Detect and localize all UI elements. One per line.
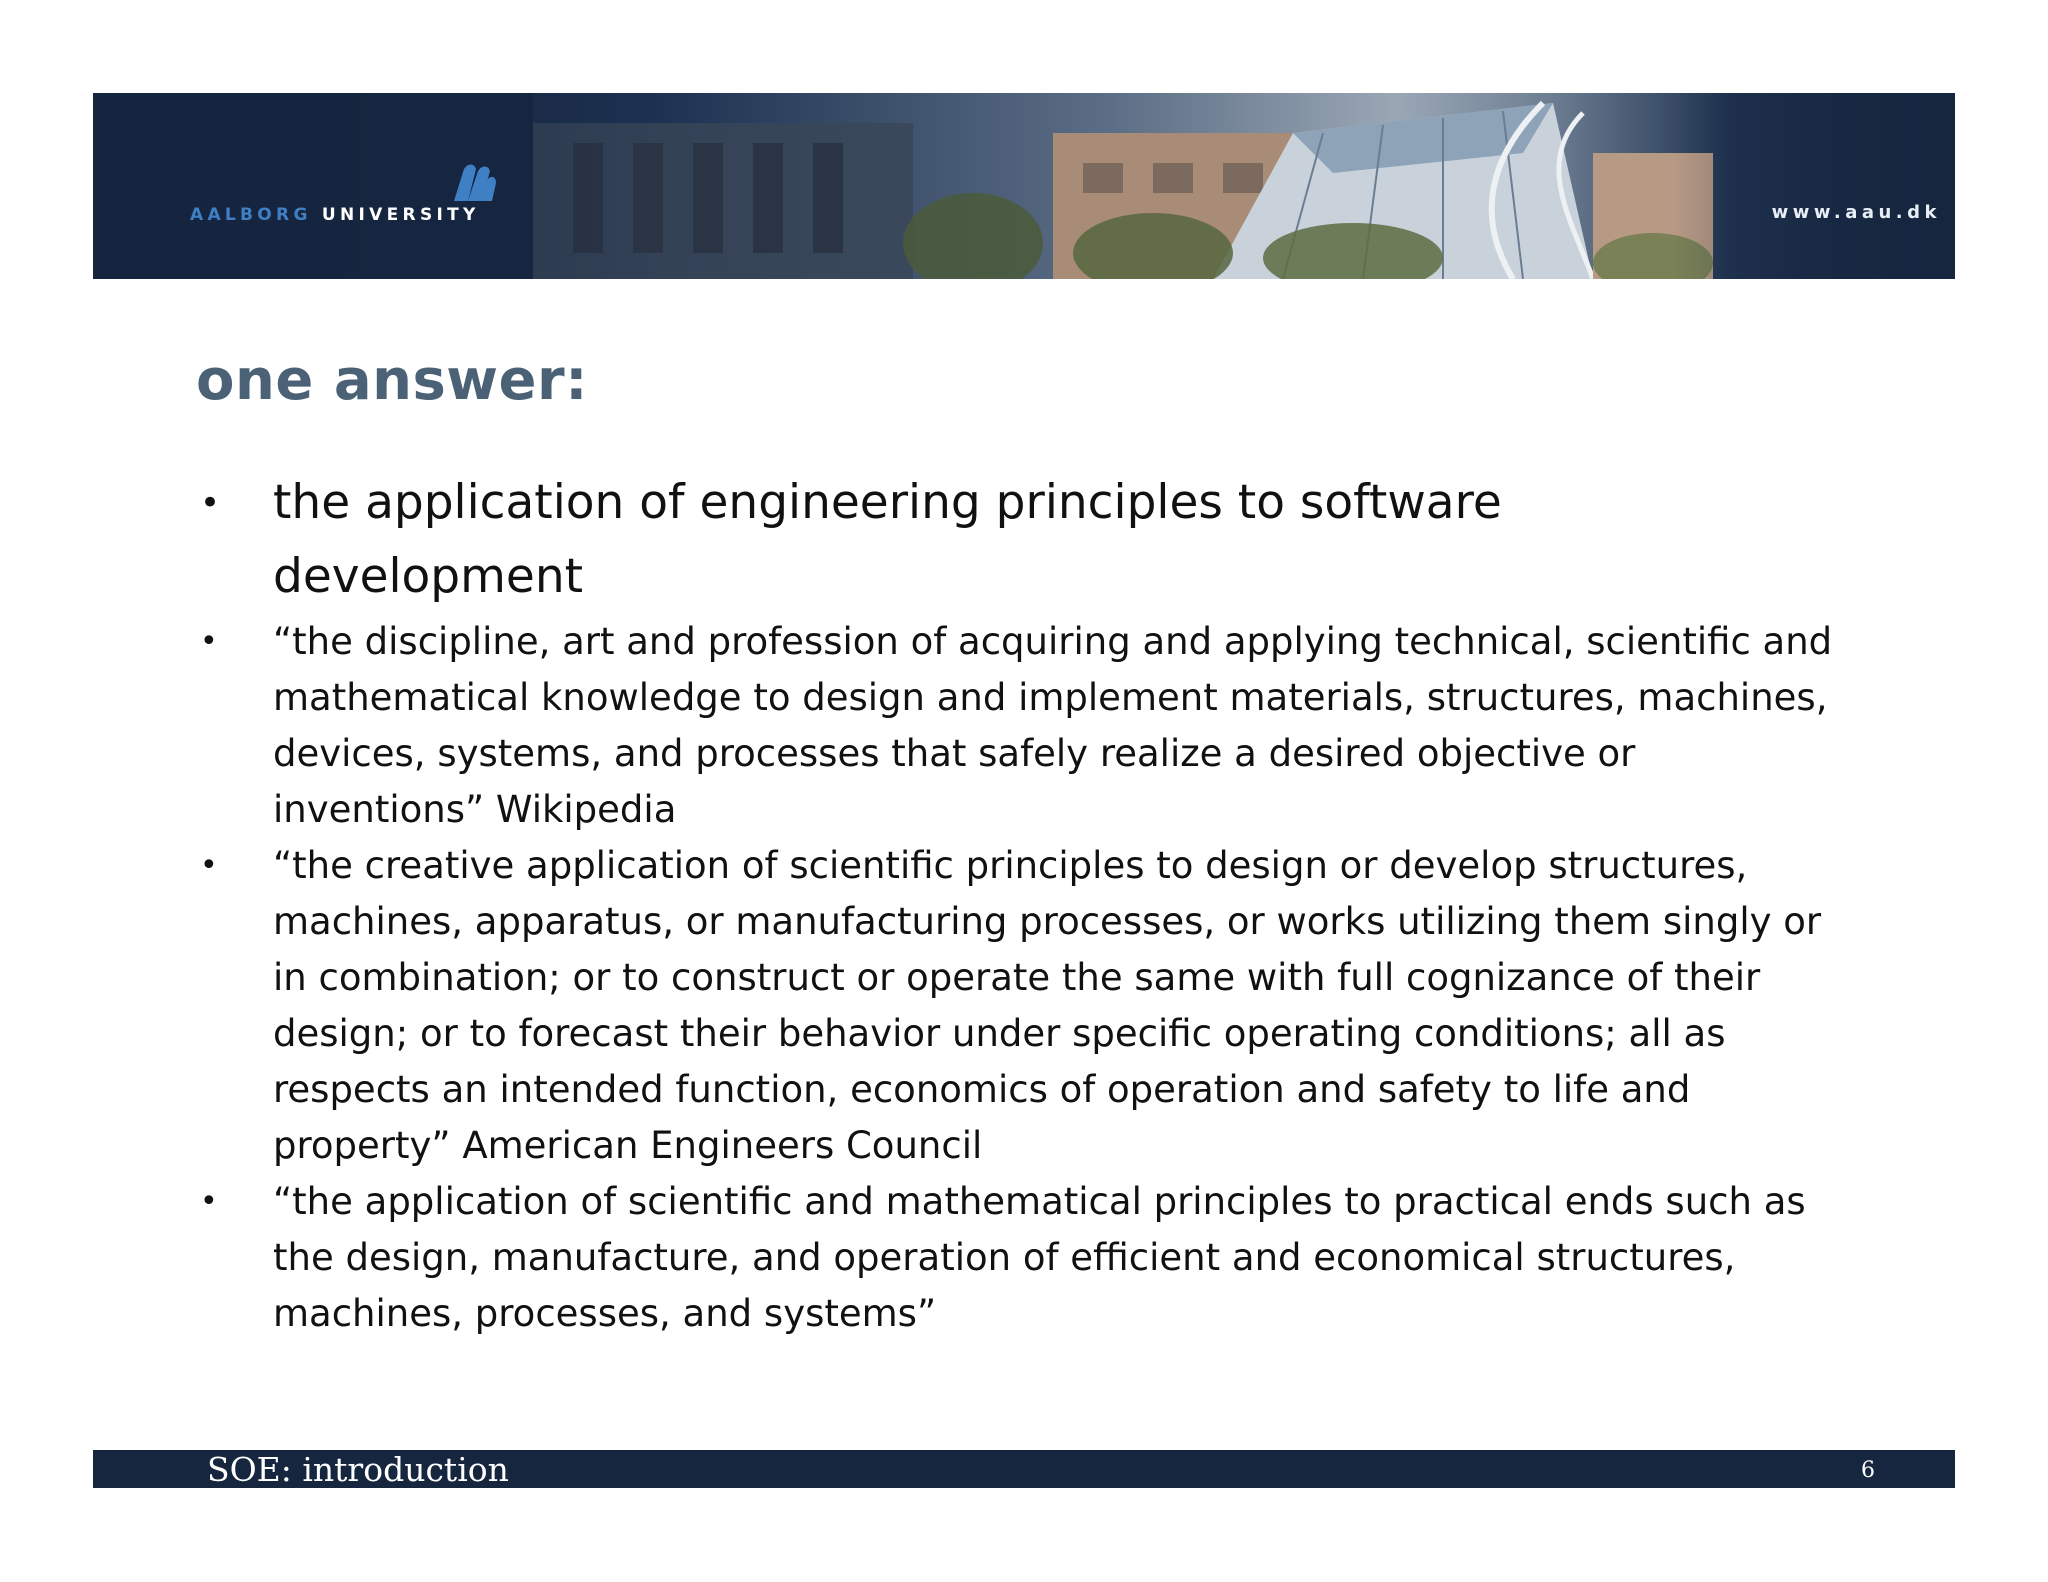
bullet-item [196, 838, 1856, 1174]
bullet-text: the application of engineering principles to software development [273, 475, 1502, 604]
bullet-list [196, 466, 1856, 1342]
bullet-item [196, 1174, 1856, 1342]
page-number: 6 [1861, 1458, 1875, 1483]
bullet-marker: • [200, 624, 218, 659]
bullet-item [196, 466, 1773, 614]
campus-photo [93, 93, 1955, 279]
bullet-marker: • [200, 848, 218, 883]
aau-logo-icon [450, 161, 498, 203]
bullet-text: “the application of scientific and mathematical principles to practical ends such as the design, manufacture, and operation of efficient and economical structures, machines, processes, and systems” [273, 1180, 1806, 1335]
bullet-marker: • [200, 483, 221, 523]
logo-text-university: UNIVERSITY [321, 205, 480, 225]
bullet-text: “the creative application of scientific principles to design or develop structures, machines, apparatus, or manufacturing processes, or works utilizing them singly or in combination; or to construct or operate the same with full cognizance of their design; or to forecast their behavior under specific operating conditions; all as respects an intended function, economics of operation and safety to life and property” American Engineers Council [273, 844, 1822, 1167]
footer-bar [93, 1450, 1955, 1488]
bullet-marker: • [200, 1184, 218, 1219]
website-url: www.aau.dk [1771, 202, 1941, 223]
header-banner [93, 93, 1955, 279]
university-logo-text [190, 205, 480, 225]
logo-text-aalborg: AALBORG [190, 205, 312, 225]
footer-course-label: SOE: introduction [207, 1450, 509, 1489]
bullet-text: “the discipline, art and profession of acquiring and applying technical, scientific and mathematical knowledge to design and implement materials, structures, machines, devices, systems, and processes that safely realize a desired objective or inventions” Wikipedia [273, 620, 1833, 831]
bullet-item [196, 614, 1856, 838]
slide-title: one answer: [196, 348, 589, 413]
